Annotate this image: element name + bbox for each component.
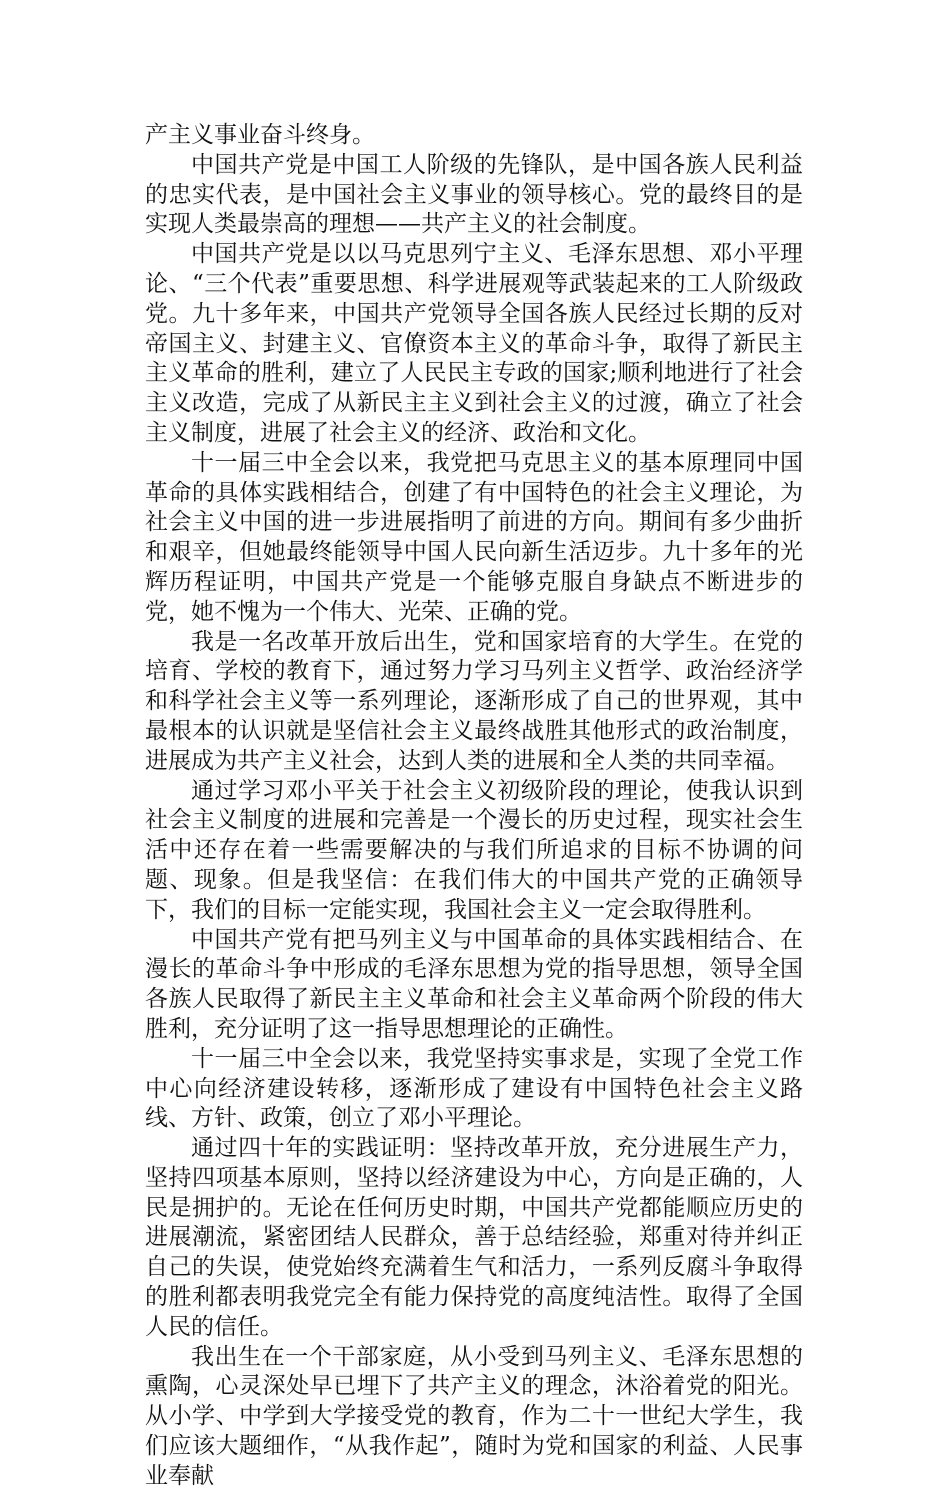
paragraph-2: 中国共产党是中国工人阶级的先锋队，是中国各族人民利益的忠实代表，是中国社会主义事业的领导核心。党的最终目的是实现人类最崇高的理想——共产主义的社会制度。 [145, 151, 803, 238]
paragraph-1: 产主义事业奋斗终身。 [145, 122, 375, 148]
paragraph-4: 十一届三中全会以来，我党把马克思主义的基本原理同中国革命的具体实践相结合，创建了有中国特色的社会主义理论，为社会主义中国的进一步进展指明了前进的方向。期间有多少曲折和艰辛，但她最终能领导中国人民向新生活迈步。九十多年的光辉历程证明，中国共产党是一个能够克服自身缺点不断进步的党，她不愧为一个伟大、光荣、正确的党。 [145, 449, 803, 625]
paragraph-10: 我出生在一个干部家庭，从小受到马列主义、毛泽东思想的熏陶，心灵深处早已埋下了共产主义的理念，沐浴着党的阳光。从小学、中学到大学接受党的教育，作为二十一世纪大学生，我们应该大题细作，“从我作起”，随时为党和国家的利益、人民事业奉献 [145, 1343, 803, 1489]
paragraph-7: 中国共产党有把马列主义与中国革命的具体实践相结合、在漫长的革命斗争中形成的毛泽东思想为党的指导思想，领导全国各族人民取得了新民主主义革命和社会主义革命两个阶段的伟大胜利，充分证明了这一指导思想理论的正确性。 [145, 926, 803, 1042]
paragraph-9: 通过四十年的实践证明：坚持改革开放，充分进展生产力，坚持四项基本原则，坚持以经济建设为中心，方向是正确的，人民是拥护的。无论在任何历史时期，中国共产党都能顺应历史的进展潮流，紧密团结人民群众，善于总结经验，郑重对待并纠正自己的失误，使党始终充满着生气和活力，一系列反腐斗争取得的胜利都表明我党完全有能力保持党的高度纯洁性。取得了全国人民的信任。 [145, 1135, 803, 1340]
document-body [145, 121, 803, 1492]
paragraph-5: 我是一名改革开放后出生，党和国家培育的大学生。在党的培育、学校的教育下，通过努力学习马列主义哲学、政治经济学和科学社会主义等一系列理论，逐渐形成了自己的世界观，其中最根本的认识就是坚信社会主义最终战胜其他形式的政治制度，进展成为共产主义社会，达到人类的进展和全人类的共同幸福。 [145, 628, 803, 774]
paragraph-6: 通过学习邓小平关于社会主义初级阶段的理论，使我认识到社会主义制度的进展和完善是一个漫长的历史过程，现实社会生活中还存在着一些需要解决的与我们所追求的目标不协调的问题、现象。但是我坚信：在我们伟大的中国共产党的正确领导下，我们的目标一定能实现，我国社会主义一定会取得胜利。 [145, 777, 803, 923]
paragraph-8: 十一届三中全会以来，我党坚持实事求是，实现了全党工作中心向经济建设转移，逐渐形成了建设有中国特色社会主义路线、方针、政策，创立了邓小平理论。 [145, 1045, 803, 1132]
paragraph-3: 中国共产党是以以马克思列宁主义、毛泽东思想、邓小平理论、“三个代表”重要思想、科学进展观等武装起来的工人阶级政党。九十多年来，中国共产党领导全国各族人民经过长期的反对帝国主义、封建主义、官僚资本主义的革命斗争，取得了新民主主义革命的胜利，建立了人民民主专政的国家;顺利地进行了社会主义改造，完成了从新民主主义到社会主义的过渡，确立了社会主义制度，进展了社会主义的经济、政治和文化。 [145, 241, 803, 446]
